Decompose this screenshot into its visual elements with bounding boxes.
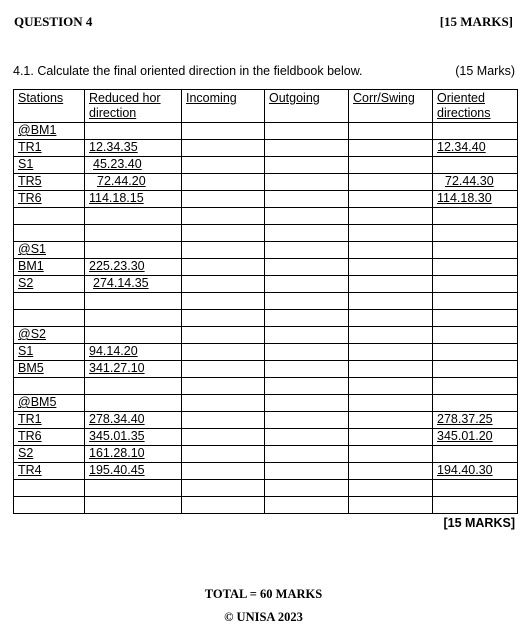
cell-reduced-hor-direction: 341.27.10: [85, 361, 182, 378]
cell-oriented-direction: [433, 225, 518, 242]
cell-incoming: [182, 225, 265, 242]
cell-station: S1: [14, 157, 85, 174]
cell-station: TR6: [14, 429, 85, 446]
copyright-notice: © UNISA 2023: [224, 610, 303, 624]
cell-station: [14, 208, 85, 225]
cell-station: [14, 310, 85, 327]
table-row: [14, 276, 518, 293]
table-header-row: [14, 90, 518, 123]
cell-station: TR1: [14, 412, 85, 429]
cell-corr-swing: [349, 344, 433, 361]
cell-station: [14, 225, 85, 242]
table-row: [14, 429, 518, 446]
cell-reduced-hor-direction: [85, 327, 182, 344]
table-row: [14, 361, 518, 378]
cell-reduced-hor-direction: [85, 123, 182, 140]
cell-reduced-hor-direction: [85, 310, 182, 327]
cell-reduced-hor-direction: 274.14.35: [85, 276, 182, 293]
cell-outgoing: [265, 412, 349, 429]
cell-outgoing: [265, 310, 349, 327]
cell-corr-swing: [349, 480, 433, 497]
cell-corr-swing: [349, 446, 433, 463]
cell-reduced-hor-direction: [85, 208, 182, 225]
cell-incoming: [182, 259, 265, 276]
cell-oriented-direction: [433, 310, 518, 327]
cell-incoming: [182, 327, 265, 344]
cell-incoming: [182, 208, 265, 225]
cell-reduced-hor-direction: [85, 497, 182, 514]
table-row: [14, 140, 518, 157]
cell-station: @BM1: [14, 123, 85, 140]
table-row: [14, 242, 518, 259]
table-row: [14, 259, 518, 276]
table-row: [14, 327, 518, 344]
table-row: [14, 191, 518, 208]
task-line: [13, 64, 515, 80]
cell-reduced-hor-direction: 345.01.35: [85, 429, 182, 446]
cell-corr-swing: [349, 412, 433, 429]
cell-corr-swing: [349, 497, 433, 514]
cell-station: BM5: [14, 361, 85, 378]
cell-corr-swing: [349, 429, 433, 446]
table-body: [14, 123, 518, 514]
column-header-incoming: Incoming: [182, 90, 265, 123]
cell-outgoing: [265, 259, 349, 276]
cell-station: S1: [14, 344, 85, 361]
cell-corr-swing: [349, 327, 433, 344]
question-title: QUESTION 4: [14, 14, 93, 29]
cell-oriented-direction: [433, 242, 518, 259]
cell-incoming: [182, 191, 265, 208]
table-row: [14, 463, 518, 480]
cell-outgoing: [265, 480, 349, 497]
cell-reduced-hor-direction: 114.18.15: [85, 191, 182, 208]
table-row: [14, 395, 518, 412]
cell-outgoing: [265, 344, 349, 361]
cell-outgoing: [265, 395, 349, 412]
cell-oriented-direction: [433, 497, 518, 514]
cell-corr-swing: [349, 174, 433, 191]
cell-oriented-direction: 72.44.30: [433, 174, 518, 191]
cell-incoming: [182, 157, 265, 174]
cell-reduced-hor-direction: [85, 480, 182, 497]
cell-oriented-direction: [433, 157, 518, 174]
cell-reduced-hor-direction: 45.23.40: [85, 157, 182, 174]
cell-corr-swing: [349, 225, 433, 242]
cell-incoming: [182, 242, 265, 259]
cell-oriented-direction: 12.34.40: [433, 140, 518, 157]
cell-incoming: [182, 293, 265, 310]
cell-reduced-hor-direction: [85, 378, 182, 395]
cell-incoming: [182, 395, 265, 412]
table-row: [14, 293, 518, 310]
cell-corr-swing: [349, 395, 433, 412]
cell-oriented-direction: 278.37.25: [433, 412, 518, 429]
cell-station: @S1: [14, 242, 85, 259]
cell-reduced-hor-direction: [85, 225, 182, 242]
cell-incoming: [182, 412, 265, 429]
cell-outgoing: [265, 225, 349, 242]
cell-corr-swing: [349, 361, 433, 378]
cell-outgoing: [265, 242, 349, 259]
cell-oriented-direction: [433, 208, 518, 225]
column-header-corr-swing: Corr/Swing: [349, 90, 433, 123]
cell-incoming: [182, 361, 265, 378]
cell-station: @BM5: [14, 395, 85, 412]
cell-reduced-hor-direction: 225.23.30: [85, 259, 182, 276]
cell-outgoing: [265, 497, 349, 514]
table-row: [14, 208, 518, 225]
column-header-outgoing: Outgoing: [265, 90, 349, 123]
cell-oriented-direction: 194.40.30: [433, 463, 518, 480]
table-row: [14, 480, 518, 497]
cell-station: S2: [14, 446, 85, 463]
table-row: [14, 378, 518, 395]
cell-outgoing: [265, 327, 349, 344]
cell-outgoing: [265, 157, 349, 174]
table-row: [14, 157, 518, 174]
cell-corr-swing: [349, 463, 433, 480]
cell-oriented-direction: [433, 361, 518, 378]
cell-incoming: [182, 429, 265, 446]
column-header-reduced-hor-direction: Reduced hor direction: [85, 90, 182, 123]
cell-station: TR6: [14, 191, 85, 208]
cell-outgoing: [265, 463, 349, 480]
cell-reduced-hor-direction: [85, 395, 182, 412]
question-header: [14, 14, 513, 30]
table-row: [14, 446, 518, 463]
cell-corr-swing: [349, 293, 433, 310]
cell-station: TR4: [14, 463, 85, 480]
cell-station: S2: [14, 276, 85, 293]
cell-station: [14, 480, 85, 497]
table-row: [14, 123, 518, 140]
table-row: [14, 344, 518, 361]
cell-incoming: [182, 463, 265, 480]
table-row: [14, 497, 518, 514]
cell-station: [14, 497, 85, 514]
cell-outgoing: [265, 361, 349, 378]
cell-corr-swing: [349, 276, 433, 293]
cell-oriented-direction: 114.18.30: [433, 191, 518, 208]
cell-reduced-hor-direction: 278.34.40: [85, 412, 182, 429]
cell-corr-swing: [349, 378, 433, 395]
cell-outgoing: [265, 191, 349, 208]
cell-corr-swing: [349, 208, 433, 225]
cell-incoming: [182, 446, 265, 463]
question-marks: [15 MARKS]: [439, 14, 513, 29]
cell-outgoing: [265, 446, 349, 463]
cell-incoming: [182, 497, 265, 514]
cell-oriented-direction: [433, 123, 518, 140]
cell-incoming: [182, 140, 265, 157]
cell-outgoing: [265, 378, 349, 395]
cell-station: [14, 293, 85, 310]
cell-oriented-direction: [433, 344, 518, 361]
task-instruction: 4.1. Calculate the final oriented direction in the fieldbook below.: [13, 64, 363, 78]
cell-reduced-hor-direction: 161.28.10: [85, 446, 182, 463]
cell-oriented-direction: [433, 276, 518, 293]
section-marks: [15 MARKS]: [443, 516, 515, 530]
cell-oriented-direction: 345.01.20: [433, 429, 518, 446]
cell-station: BM1: [14, 259, 85, 276]
cell-incoming: [182, 123, 265, 140]
cell-outgoing: [265, 140, 349, 157]
cell-outgoing: [265, 276, 349, 293]
cell-oriented-direction: [433, 327, 518, 344]
cell-station: @S2: [14, 327, 85, 344]
cell-incoming: [182, 174, 265, 191]
cell-station: [14, 378, 85, 395]
cell-corr-swing: [349, 259, 433, 276]
cell-oriented-direction: [433, 480, 518, 497]
cell-oriented-direction: [433, 446, 518, 463]
cell-incoming: [182, 378, 265, 395]
cell-reduced-hor-direction: 12.34.35: [85, 140, 182, 157]
cell-oriented-direction: [433, 293, 518, 310]
table-row: [14, 310, 518, 327]
cell-station: TR5: [14, 174, 85, 191]
table-row: [14, 174, 518, 191]
cell-outgoing: [265, 293, 349, 310]
cell-corr-swing: [349, 123, 433, 140]
cell-corr-swing: [349, 140, 433, 157]
cell-corr-swing: [349, 157, 433, 174]
cell-reduced-hor-direction: [85, 293, 182, 310]
cell-incoming: [182, 310, 265, 327]
task-marks: (15 Marks): [455, 64, 515, 78]
fieldbook-table: [13, 89, 518, 514]
cell-corr-swing: [349, 191, 433, 208]
cell-incoming: [182, 480, 265, 497]
cell-oriented-direction: [433, 259, 518, 276]
table-row: [14, 225, 518, 242]
cell-reduced-hor-direction: [85, 242, 182, 259]
cell-reduced-hor-direction: 195.40.45: [85, 463, 182, 480]
cell-incoming: [182, 344, 265, 361]
cell-station: TR1: [14, 140, 85, 157]
cell-outgoing: [265, 208, 349, 225]
cell-incoming: [182, 276, 265, 293]
column-header-stations: Stations: [14, 90, 85, 123]
cell-corr-swing: [349, 242, 433, 259]
cell-reduced-hor-direction: 94.14.20: [85, 344, 182, 361]
total-marks: TOTAL = 60 MARKS: [204, 587, 323, 601]
cell-corr-swing: [349, 310, 433, 327]
cell-outgoing: [265, 429, 349, 446]
cell-outgoing: [265, 174, 349, 191]
cell-reduced-hor-direction: 72.44.20: [85, 174, 182, 191]
cell-oriented-direction: [433, 395, 518, 412]
column-header-oriented-directions: Oriented directions: [433, 90, 518, 123]
table-row: [14, 412, 518, 429]
cell-oriented-direction: [433, 378, 518, 395]
cell-outgoing: [265, 123, 349, 140]
